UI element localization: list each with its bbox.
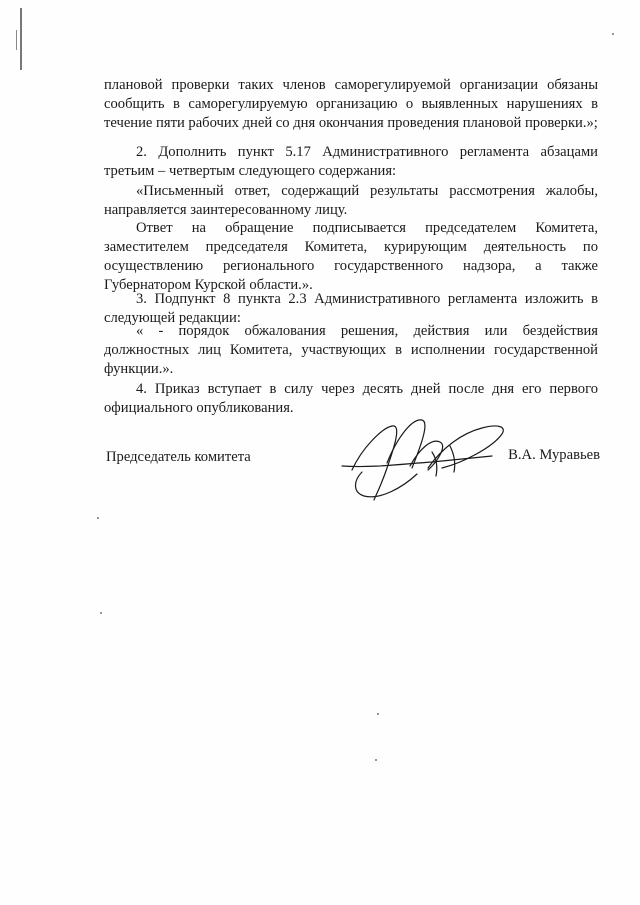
paragraph: плановой проверки таких членов саморегулируемой организации обязаны сообщить в саморегулируемую организацию о выявленных нарушениях в течение пяти рабочих дней со дня окончания проведения плановой проверки.»; (104, 77, 598, 131)
paragraph-answer (104, 219, 598, 295)
scan-speck (97, 517, 99, 519)
scan-speck (100, 612, 102, 614)
scan-speck (612, 33, 614, 35)
handwritten-signature (332, 408, 512, 508)
paragraph: « - порядок обжалования решения, действия или бездействия должностных лиц Комитета, участвующих в исполнении государственной функции.». (104, 323, 598, 377)
scan-speck (375, 759, 377, 761)
signatory-name: В.А. Муравьев (508, 447, 600, 463)
paragraph: «Письменный ответ, содержащий результаты рассмотрения жалобы, направляется заинтересованному лицу. (104, 183, 598, 218)
paragraph-quote (104, 182, 598, 220)
paragraph: 3. Подпункт 8 пункта 2.3 Административного регламента изложить в следующей редакции: (104, 291, 598, 326)
paragraph-item-2 (104, 143, 598, 181)
paragraph-continuation (104, 76, 598, 133)
scan-edge-mark (16, 30, 17, 50)
scan-speck (377, 713, 379, 715)
paragraph-procedure (104, 322, 598, 379)
paragraph: 4. Приказ вступает в силу через десять дней после дня его первого официального опубликования. (104, 381, 598, 416)
signatory-title: Председатель комитета (106, 449, 251, 465)
scan-edge-mark (20, 8, 22, 70)
signature-block (106, 448, 600, 538)
paragraph: 2. Дополнить пункт 5.17 Административного регламента абзацами третьим – четвертым следующего содержания: (104, 144, 598, 179)
paragraph: Ответ на обращение подписывается председателем Комитета, заместителем председателя Комитета, курирующим деятельность по осуществлению регионального государственного надзора, а также Губернатором Курской области.». (104, 220, 598, 293)
